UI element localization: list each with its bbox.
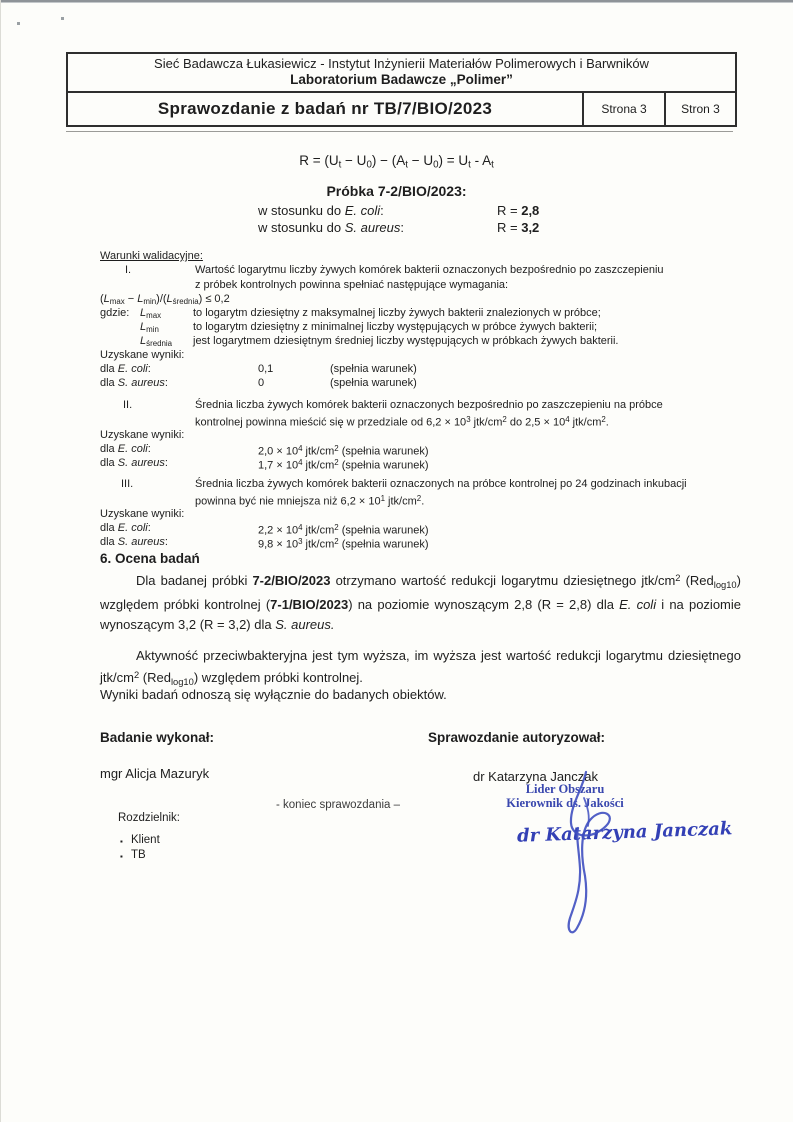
signature-stroke: [540, 768, 650, 943]
result-label: dla S. aureus:: [100, 457, 168, 469]
page-count-cell: Stron 3: [681, 102, 720, 116]
authorized-by-label: Sprawozdanie autoryzował:: [428, 730, 606, 745]
symbol-definition: jest logarytmem dziesiętnym średniej liczby występujących w próbkach żywych bakterii.: [193, 335, 619, 347]
symbol: $L_{max}$: [140, 307, 162, 321]
result-value: $1,7 \times 10^4$ jtk/$cm^2$ (spełnia warunek): [258, 458, 429, 472]
sample-row-value: R = 2,8: [497, 203, 540, 218]
performed-by-name: mgr Alicja Mazuryk: [100, 766, 210, 781]
signature-script: dr Katarzyna Janczak: [516, 818, 733, 847]
distribution-heading: Rozdzielnik:: [118, 812, 180, 824]
distribution-item-label: Klient: [131, 834, 160, 846]
page-number-cell: Strona 3: [584, 93, 666, 125]
item-text: Średnia liczba żywych komórek bakterii oznaczonych bezpośrednio po zaszczepieniu na próbce: [195, 399, 663, 411]
stamp-role-line1: Lider Obszaru: [525, 782, 605, 796]
end-of-report-note: - koniec sprawozdania –: [276, 799, 401, 811]
bullet-icon: ▪: [120, 837, 123, 846]
performed-by-label: Badanie wykonał:: [100, 730, 215, 745]
header-table: [66, 52, 737, 127]
result-note: (spełnia warunek): [330, 363, 417, 375]
section-heading: 6. Ocena badań: [100, 551, 200, 566]
report-title: Sprawozdanie z badań nr TB/7/BIO/2023: [68, 93, 584, 125]
item-text: z próbek kontrolnych powinna spełniać następujące wymagania:: [195, 279, 509, 291]
result-label: dla E. coli:: [100, 363, 151, 375]
bullet-icon: ▪: [120, 852, 123, 861]
evaluation-paragraph: Aktywność przeciwbakteryjna jest tym wyższa, im wyższa jest wartość redukcji logarytmu dziesiętnego jtk/$cm^2$ (Red$_{log10}$) względem próbki kontrolnej.: [100, 648, 741, 687]
result-value: $2,0 \times 10^4$ jtk/$cm^2$ (spełnia warunek): [258, 444, 429, 458]
reduction-formula: $R = (U_t - U_0) - (A_t - U_0) = U_t - A_t$: [299, 153, 494, 171]
result-value: $2,2 \times 10^4$ jtk/$cm^2$ (spełnia warunek): [258, 523, 429, 537]
where-label: gdzie:: [100, 307, 130, 319]
sample-row-label: w stosunku do E. coli:: [258, 203, 384, 218]
authorized-by-name: dr Katarzyna Janczak: [473, 769, 599, 784]
result-label: dla E. coli:: [100, 443, 151, 455]
result-label: dla S. aureus:: [100, 536, 168, 548]
symbol: $L_{min}$: [140, 321, 159, 335]
scan-speck: [17, 22, 20, 25]
item-text: Wartość logarytmu liczby żywych komórek bakterii oznaczonych bezpośrednio po zaszczepieniu: [195, 264, 664, 276]
scan-edge-artifact-top-fade: [0, 2, 793, 3]
result-label: dla S. aureus:: [100, 377, 168, 389]
item-text: powinna być nie mniejsza niż $6,2 \times 10^1$ jtk/$cm^2$.: [195, 494, 425, 508]
result-label: dla E. coli:: [100, 522, 151, 534]
results-heading: Uzyskane wyniki:: [100, 429, 185, 441]
result-note: (spełnia warunek): [330, 377, 417, 389]
header-title-row: [68, 93, 735, 125]
item-numeral: I.: [125, 264, 132, 276]
sample-row-label: w stosunku do S. aureus:: [258, 220, 404, 235]
item-numeral: III.: [121, 478, 134, 490]
item-text: kontrolnej powinna mieścić się w przedziale od $6,2 \times 10^3$ jtk/$cm^2$ do $2,5 \times 10^4$ jtk/$cm^2$.: [195, 415, 609, 429]
header-institution-block: [68, 54, 735, 93]
sample-row-value: R = 3,2: [497, 220, 540, 235]
results-heading: Uzyskane wyniki:: [100, 349, 185, 361]
results-heading: Uzyskane wyniki:: [100, 508, 185, 520]
symbol-definition: to logarytm dziesiętny z maksymalnej liczby żywych bakterii znalezionych w próbce;: [193, 307, 601, 319]
item-numeral: II.: [123, 399, 133, 411]
result-value: 0: [258, 377, 265, 389]
evaluation-paragraph: Dla badanej próbki 7-2/BIO/2023 otrzymano wartość redukcji logarytmu dziesiętnego jtk/$cm^2$ (Red$_{log10}$) względem próbki kontrolnej (7-1/BIO/2023) na poziomie wynoszącym 2,8 (R = 2,8) dla E. coli i na poziomie wynoszącym 3,2 (R = 3,2) dla S. aureus.: [100, 573, 741, 632]
item-text: Średnia liczba żywych komórek bakterii oznaczonych na próbce kontrolnej po 24 godzinach inkubacji: [195, 478, 687, 490]
stamp-role-line2: Kierownik ds. Jakości: [506, 795, 624, 810]
scan-speck: [61, 17, 64, 20]
laboratory-name: Laboratorium Badawcze „Polimer”: [290, 72, 513, 87]
result-value: $9,8 \times 10^3$ jtk/$cm^2$ (spełnia warunek): [258, 537, 429, 551]
result-value: 0,1: [258, 363, 274, 375]
validation-heading: Warunki walidacyjne:: [100, 250, 203, 262]
distribution-item-label: TB: [131, 849, 146, 861]
sample-heading: Próbka 7-2/BIO/2023:: [326, 183, 467, 199]
scan-ghost-line: [66, 131, 733, 132]
scope-note: Wyniki badań odnoszą się wyłącznie do badanych obiektów.: [100, 687, 447, 702]
institution-name: Sieć Badawcza Łukasiewicz - Instytut Inżynierii Materiałów Polimerowych i Barwników: [154, 56, 649, 71]
symbol-definition: to logarytm dziesiętny z minimalnej liczby występujących w próbce żywych bakterii;: [193, 321, 598, 333]
symbol: $L_{średnia}$: [140, 335, 173, 349]
criterion-formula: $(L_{max} - L_{min})/(L_{średnia}) \le 0,2$: [100, 293, 230, 307]
